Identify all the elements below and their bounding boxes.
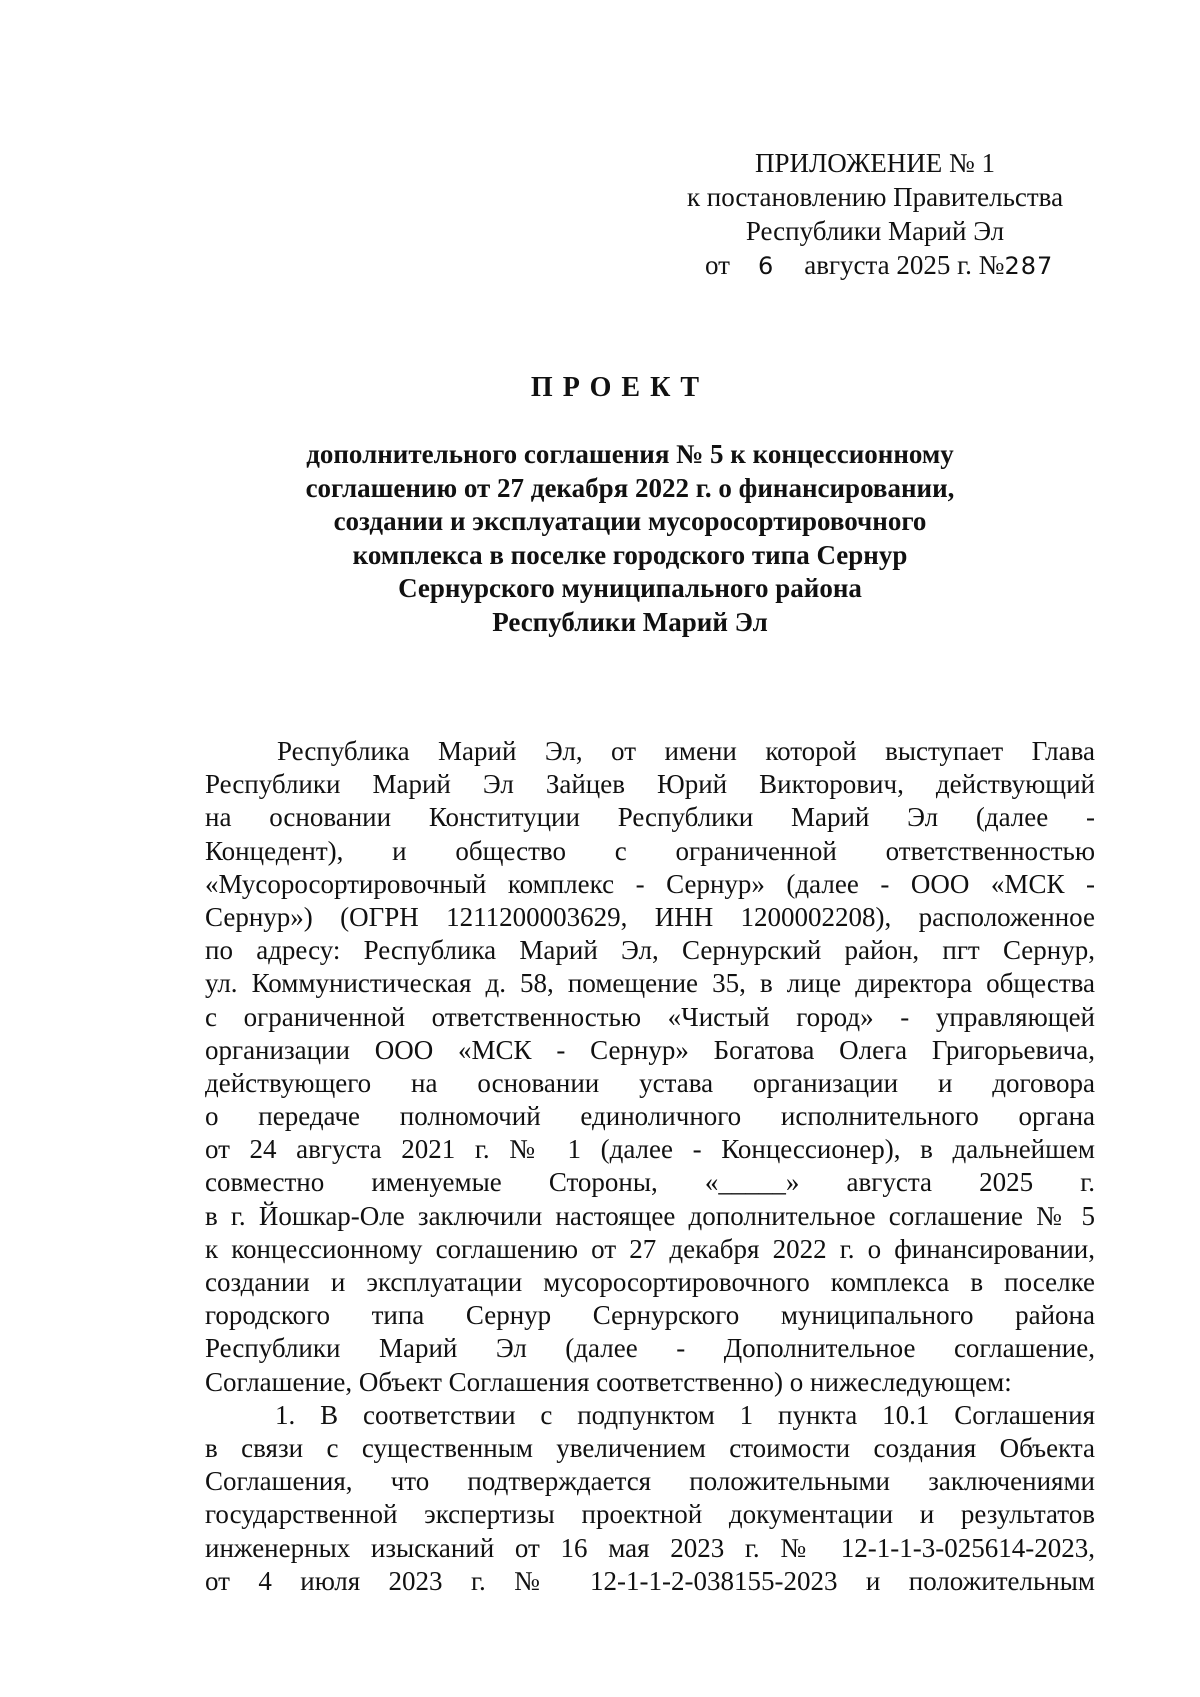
appendix-date-line — [650, 248, 1100, 283]
body-line: в связи с существенным увеличением стоимости создания Объекта — [205, 1432, 1095, 1463]
body-line: Концедент), и общество с ограниченной ответственностью — [205, 835, 1095, 866]
body-line: Соглашение, Объект Соглашения соответственно) о нижеследующем: — [205, 1366, 1012, 1397]
body-line: Сернур») (ОГРН 1211200003629, ИНН 1200002208), расположенное — [205, 901, 1095, 932]
body-line: государственной экспертизы проектной документации и результатов — [205, 1499, 1095, 1530]
subtitle-line: Сернурского муниципального района — [398, 573, 862, 603]
subtitle-line: Республики Марий Эл — [492, 606, 768, 637]
body-line: 1. В соответствии с подпунктом 1 пункта 10.1 Соглашения — [275, 1399, 1095, 1430]
subtitle-line: комплекса в поселке городского типа Сернур — [352, 539, 908, 570]
body-line: от 4 июля 2023 г. № 12-1-1-2-038155-2023 и положительным — [205, 1565, 1095, 1596]
body-line: Республики Марий Эл Зайцев Юрий Викторович, действующий — [205, 769, 1095, 800]
body-line: городского типа Сернур Сернурского муниципального района — [205, 1300, 1095, 1331]
body-line: с ограниченной ответственностью «Чистый город» - управляющей — [205, 1001, 1095, 1032]
doc-number: 287 — [1004, 252, 1054, 280]
appendix-resolution-ref: к постановлению Правительства — [686, 182, 1064, 212]
body-line: инженерных изысканий от 16 мая 2023 г. № 12-1-1-3-025614-2023, — [205, 1532, 1095, 1563]
subtitle-line: создании и эксплуатации мусоросортировочного — [333, 506, 927, 536]
body-line: о передаче полномочий единоличного исполнительного органа — [205, 1101, 1095, 1132]
body-line: от 24 августа 2021 г. № 1 (далее - Концессионер), в дальнейшем — [205, 1134, 1095, 1165]
body-line: на основании Конституции Республики Марий Эл (далее - — [205, 802, 1095, 833]
body-line: создании и эксплуатации мусоросортировочного комплекса в поселке — [205, 1267, 1095, 1297]
body-line: Республики Марий Эл (далее - Дополнительное соглашение, — [205, 1333, 1095, 1364]
body-line: действующего на основании устава организации и договора — [205, 1067, 1095, 1098]
subtitle-line: дополнительного соглашения № 5 к концессионному — [306, 439, 954, 469]
body-line: Соглашения, что подтверждается положительными заключениями — [205, 1466, 1095, 1497]
appendix-number: ПРИЛОЖЕНИЕ № 1 — [754, 148, 996, 178]
body-line: «Мусоросортировочный комплекс - Сернур» (далее - ООО «МСК - — [205, 868, 1095, 899]
body-line: совместно именуемые Стороны, «_____» августа 2025 г. — [205, 1167, 1095, 1198]
appendix-government: Республики Марий Эл — [745, 216, 1005, 246]
date-day: 6 — [757, 252, 775, 280]
agreement-body — [205, 735, 1095, 1598]
body-line: в г. Йошкар-Оле заключили настоящее дополнительное соглашение № 5 — [205, 1200, 1095, 1231]
subtitle-line: соглашению от 27 декабря 2022 г. о финансировании, — [305, 472, 955, 503]
body-line: организации ООО «МСК - Сернур» Богатова Олега Григорьевича, — [205, 1034, 1095, 1065]
project-title: ПРОЕКТ — [530, 372, 710, 403]
appendix-header — [650, 146, 1100, 283]
body-line: ул. Коммунистическая д. 58, помещение 35, в лице директора общества — [205, 968, 1095, 999]
date-prefix: от — [705, 250, 730, 280]
body-line: к концессионному соглашению от 27 декабря 2022 г. о финансировании, — [205, 1233, 1095, 1264]
agreement-subtitle — [230, 438, 1030, 639]
body-line: Республика Марий Эл, от имени которой выступает Глава — [277, 736, 1095, 766]
body-line: по адресу: Республика Марий Эл, Сернурский район, пгт Сернур, — [205, 935, 1095, 966]
date-rest: августа 2025 г. № — [804, 250, 1005, 280]
